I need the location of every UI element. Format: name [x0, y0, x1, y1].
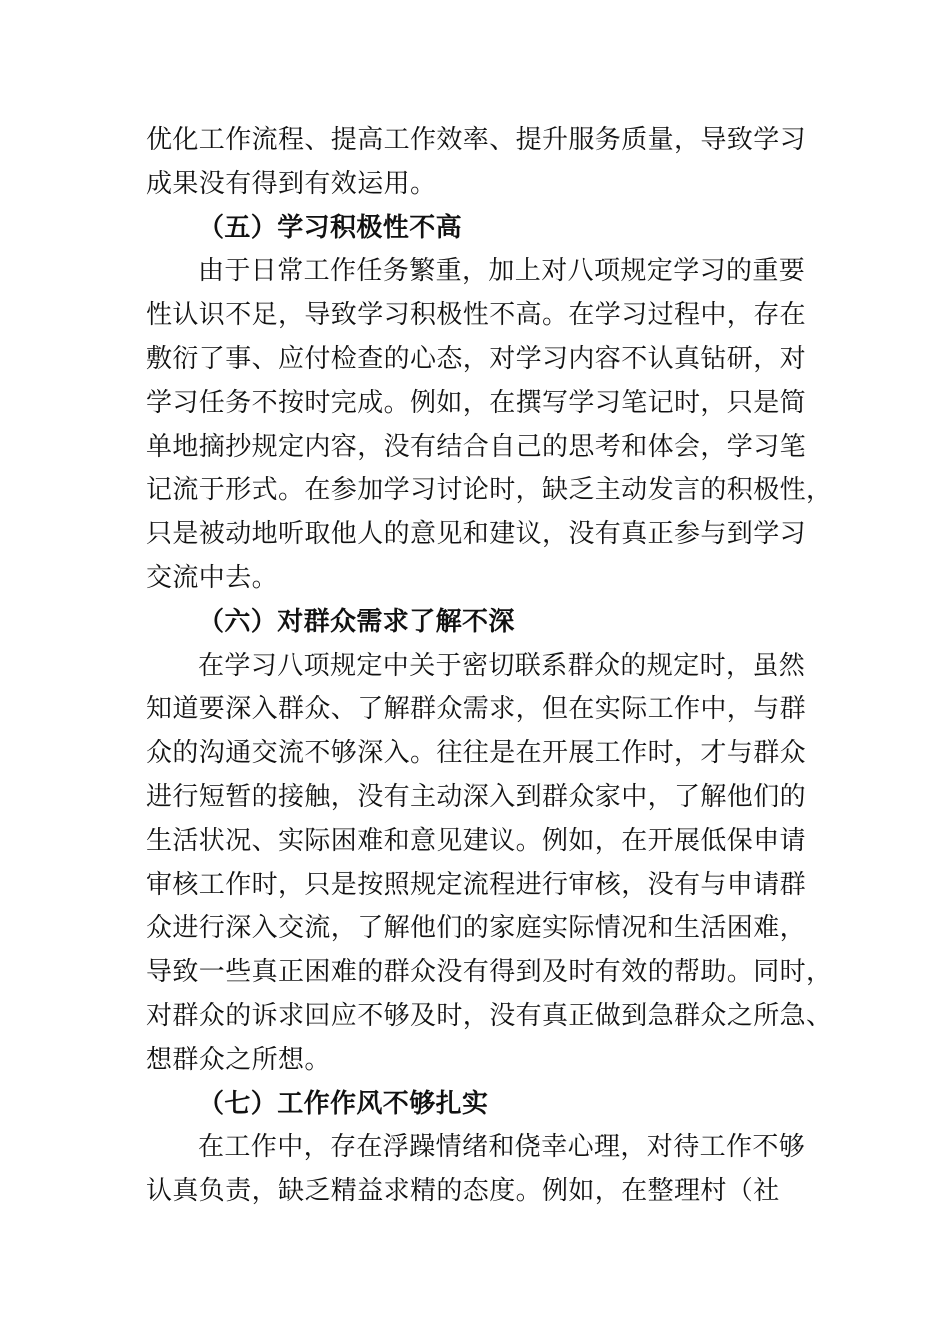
text-line: 记流于形式。在参加学习讨论时，缺乏主动发言的积极性， [146, 475, 833, 506]
text-line: 对群众的诉求回应不够及时，没有真正做到急群众之所急、 [146, 1001, 833, 1031]
text-line: 众进行深入交流，了解他们的家庭实际情况和生活困难， [146, 913, 807, 944]
text-line: 性认识不足，导致学习积极性不高。在学习过程中，存在 [146, 300, 807, 331]
text-line: 进行短暂的接触，没有主动深入到群众家中，了解他们的 [146, 782, 807, 812]
text-line: 优化工作流程、提高工作效率、提升服务质量，导致学习 [146, 125, 807, 155]
section-heading: （七）工作作风不够扎实 [198, 1088, 489, 1119]
text-line: 由于日常工作任务繁重，加上对八项规定学习的重要 [198, 256, 806, 287]
text-line: 单地摘抄规定内容，没有结合自己的思考和体会，学习笔 [146, 431, 807, 462]
text-line: 敷衍了事、应付检查的心态，对学习内容不认真钻研，对 [146, 344, 807, 374]
text-line: 在工作中，存在浮躁情绪和侥幸心理，对待工作不够 [198, 1132, 806, 1163]
text-line: 交流中去。 [146, 563, 279, 593]
text-line: 成果没有得到有效运用。 [146, 168, 437, 199]
section-heading: （五）学习积极性不高 [198, 212, 463, 243]
text-line: 知道要深入群众、了解群众需求，但在实际工作中，与群 [146, 694, 807, 725]
section-heading: （六）对群众需求了解不深 [198, 606, 515, 637]
text-line: 导致一些真正困难的群众没有得到及时有效的帮助。同时， [146, 957, 833, 988]
text-line: 认真负责，缺乏精益求精的态度。例如，在整理村（社 [146, 1176, 780, 1207]
text-line: 审核工作时，只是按照规定流程进行审核，没有与申请群 [146, 869, 807, 900]
text-line: 在学习八项规定中关于密切联系群众的规定时，虽然 [198, 650, 806, 681]
text-line: 只是被动地听取他人的意见和建议，没有真正参与到学习 [146, 519, 807, 550]
text-line: 学习任务不按时完成。例如，在撰写学习笔记时，只是简 [146, 387, 807, 418]
text-line: 众的沟通交流不够深入。往往是在开展工作时，才与群众 [146, 738, 807, 769]
text-line: 想群众之所想。 [146, 1044, 331, 1075]
text-line: 生活状况、实际困难和意见建议。例如，在开展低保申请 [146, 825, 807, 856]
